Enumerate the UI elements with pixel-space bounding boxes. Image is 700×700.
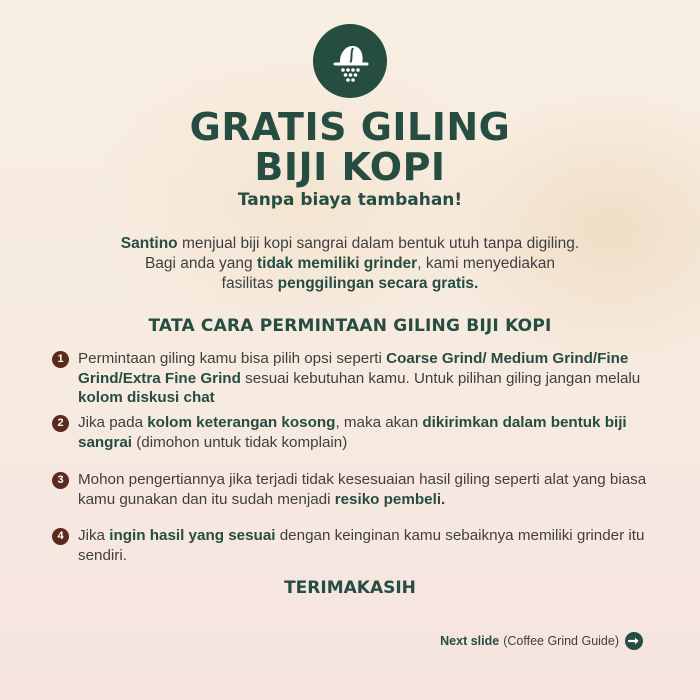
step-item: [52, 526, 652, 565]
page-title-line1: GRATIS GILING: [189, 105, 511, 149]
intro-bold: tidak memiliki grinder: [256, 255, 418, 272]
intro-paragraph: [50, 234, 650, 294]
step-text: Mohon pengertiannya jika terjadi tidak kesesuaian hasil giling seperti alat yang biasa kamu gunakan dan itu sudah menjadi resiko pembeli.: [78, 471, 647, 508]
intro-text: , kami menyediakan: [417, 255, 556, 272]
step-text: Jika pada kolom keterangan kosong, maka akan dikirimkan dalam bentuk biji sangrai (dimohon untuk tidak komplain): [78, 414, 627, 451]
brand-name: Santino: [120, 235, 178, 252]
step-text: Jika ingin hasil yang sesuai dengan keinginan kamu sebaiknya memiliki grinder itu sendiri.: [78, 527, 645, 564]
step-text: Permintaan giling kamu bisa pilih opsi seperti Coarse Grind/ Medium Grind/Fine Grind/Extra Fine Grind sesuai kebutuhan kamu. Untuk pilihan giling jangan melalu kolom diskusi chat: [78, 350, 641, 406]
next-slide-label: Next slide: [440, 634, 500, 648]
next-slide-detail: (Coffee Grind Guide): [503, 634, 619, 648]
arrow-right-icon[interactable]: [625, 632, 643, 650]
intro-text: menjual biji kopi sangrai dalam bentuk utuh tanpa digiling.: [177, 235, 580, 252]
step-item: [52, 349, 652, 408]
step-number: 4: [52, 528, 69, 545]
subtitle: Tanpa biaya tambahan!: [237, 190, 463, 210]
step-number: 1: [52, 351, 69, 368]
coffee-grinder-icon: [313, 24, 387, 98]
intro-bold: penggilingan secara gratis.: [277, 275, 479, 292]
step-number: 2: [52, 415, 69, 432]
step-number: 3: [52, 472, 69, 489]
step-item: [52, 470, 652, 509]
intro-text: fasilitas: [221, 275, 278, 292]
section-title: TATA CARA PERMINTAAN GILING BIJI KOPI: [148, 316, 552, 336]
intro-text: Bagi anda yang: [144, 255, 257, 272]
thanks-text: TERIMAKASIH: [284, 578, 416, 598]
logo: [313, 24, 387, 98]
page-title-line2: BIJI KOPI: [254, 145, 446, 189]
step-item: [52, 413, 652, 452]
next-slide-link[interactable]: [440, 632, 643, 650]
